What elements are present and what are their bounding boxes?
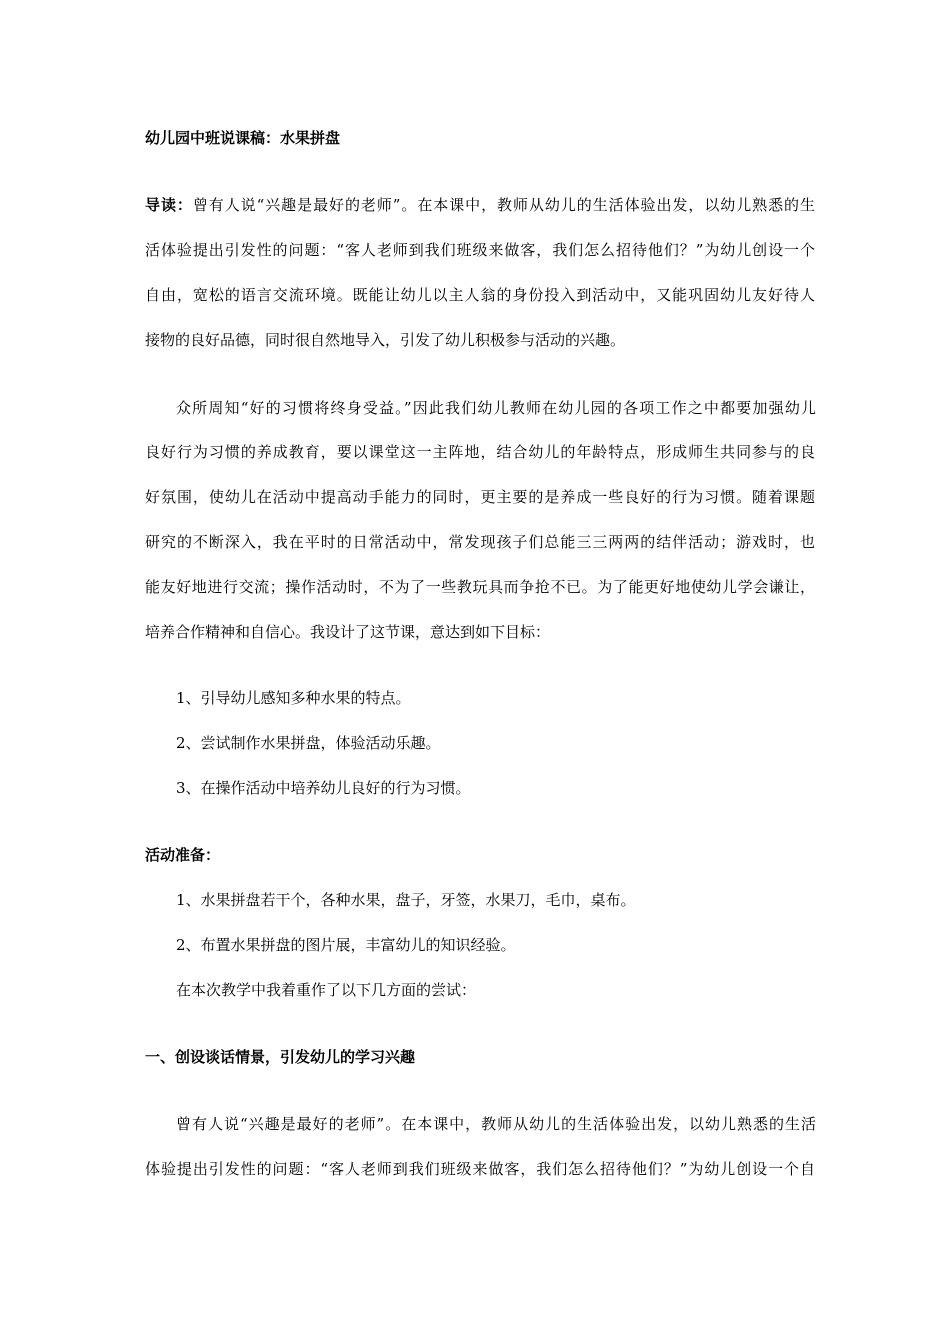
- paragraph2-line-3: 好氛围，使幼儿在活动中提高动手能力的同时，更主要的是养成一些良好的行为习惯。随着课题: [145, 488, 815, 506]
- prep-heading: 活动准备：: [145, 846, 221, 864]
- intro-line-3: 自由，宽松的语言交流环境。既能让幼儿以主人翁的身份投入到活动中，又能巩固幼儿友好待人: [145, 286, 815, 304]
- paragraph2-line-6: 培养合作精神和自信心。我设计了这节课，意达到如下目标：: [145, 623, 551, 641]
- section1-line-1: 曾有人说“兴趣是最好的老师”。在本课中，教师从幼儿的生活体验出发，以幼儿熟悉的生活: [176, 1115, 816, 1133]
- intro-label: 导读：: [145, 196, 193, 214]
- prep-item-2: 2、布置水果拼盘的图片展，丰富幼儿的知识经验。: [176, 936, 516, 954]
- intro-text-1: 曾有人说“兴趣是最好的老师”。在本课中，教师从幼儿的生活体验出发，以幼儿熟悉的生: [192, 196, 815, 214]
- section1-line-2: 体验提出引发性的问题：“客人老师到我们班级来做客，我们怎么招待他们？”为幼儿创设一个自: [145, 1160, 815, 1178]
- intro-line-2: 活体验提出引发性的问题：“客人老师到我们班级来做客，我们怎么招待他们？”为幼儿创设一个: [145, 241, 815, 259]
- paragraph2-line-5: 能友好地进行交流；操作活动时，不为了一些教玩具而争抢不已。为了能更好地使幼儿学会谦让，: [145, 578, 815, 596]
- paragraph2-line-2: 良好行为习惯的养成教育，要以课堂这一主阵地，结合幼儿的年龄特点，形成师生共同参与的良: [145, 443, 815, 461]
- goal-item-1: 1、引导幼儿感知多种水果的特点。: [176, 689, 411, 707]
- goal-item-2: 2、尝试制作水果拼盘，体验活动乐趣。: [176, 734, 441, 752]
- intro-line-4: 接物的良好品德，同时很自然地导入，引发了幼儿积极参与活动的兴趣。: [145, 331, 626, 349]
- paragraph2-line-4: 研究的不断深入，我在平时的日常活动中，常发现孩子们总能三三两两的结伴活动；游戏时，也: [145, 533, 815, 551]
- document-title: 幼儿园中班说课稿：水果拼盘: [145, 129, 341, 147]
- prep-item-1: 1、水果拼盘若干个，各种水果，盘子，牙签，水果刀，毛巾，桌布。: [176, 891, 636, 909]
- goal-item-3: 3、在操作活动中培养幼儿良好的行为习惯。: [176, 779, 471, 797]
- paragraph2-line-1: 众所周知“好的习惯将终身受益。”因此我们幼儿教师在幼儿园的各项工作之中都要加强幼儿: [176, 399, 816, 417]
- attempts-line: 在本次教学中我着重作了以下几方面的尝试：: [176, 981, 477, 999]
- section1-heading: 一、创设谈话情景，引发幼儿的学习兴趣: [145, 1048, 416, 1066]
- intro-line-1: [145, 195, 815, 215]
